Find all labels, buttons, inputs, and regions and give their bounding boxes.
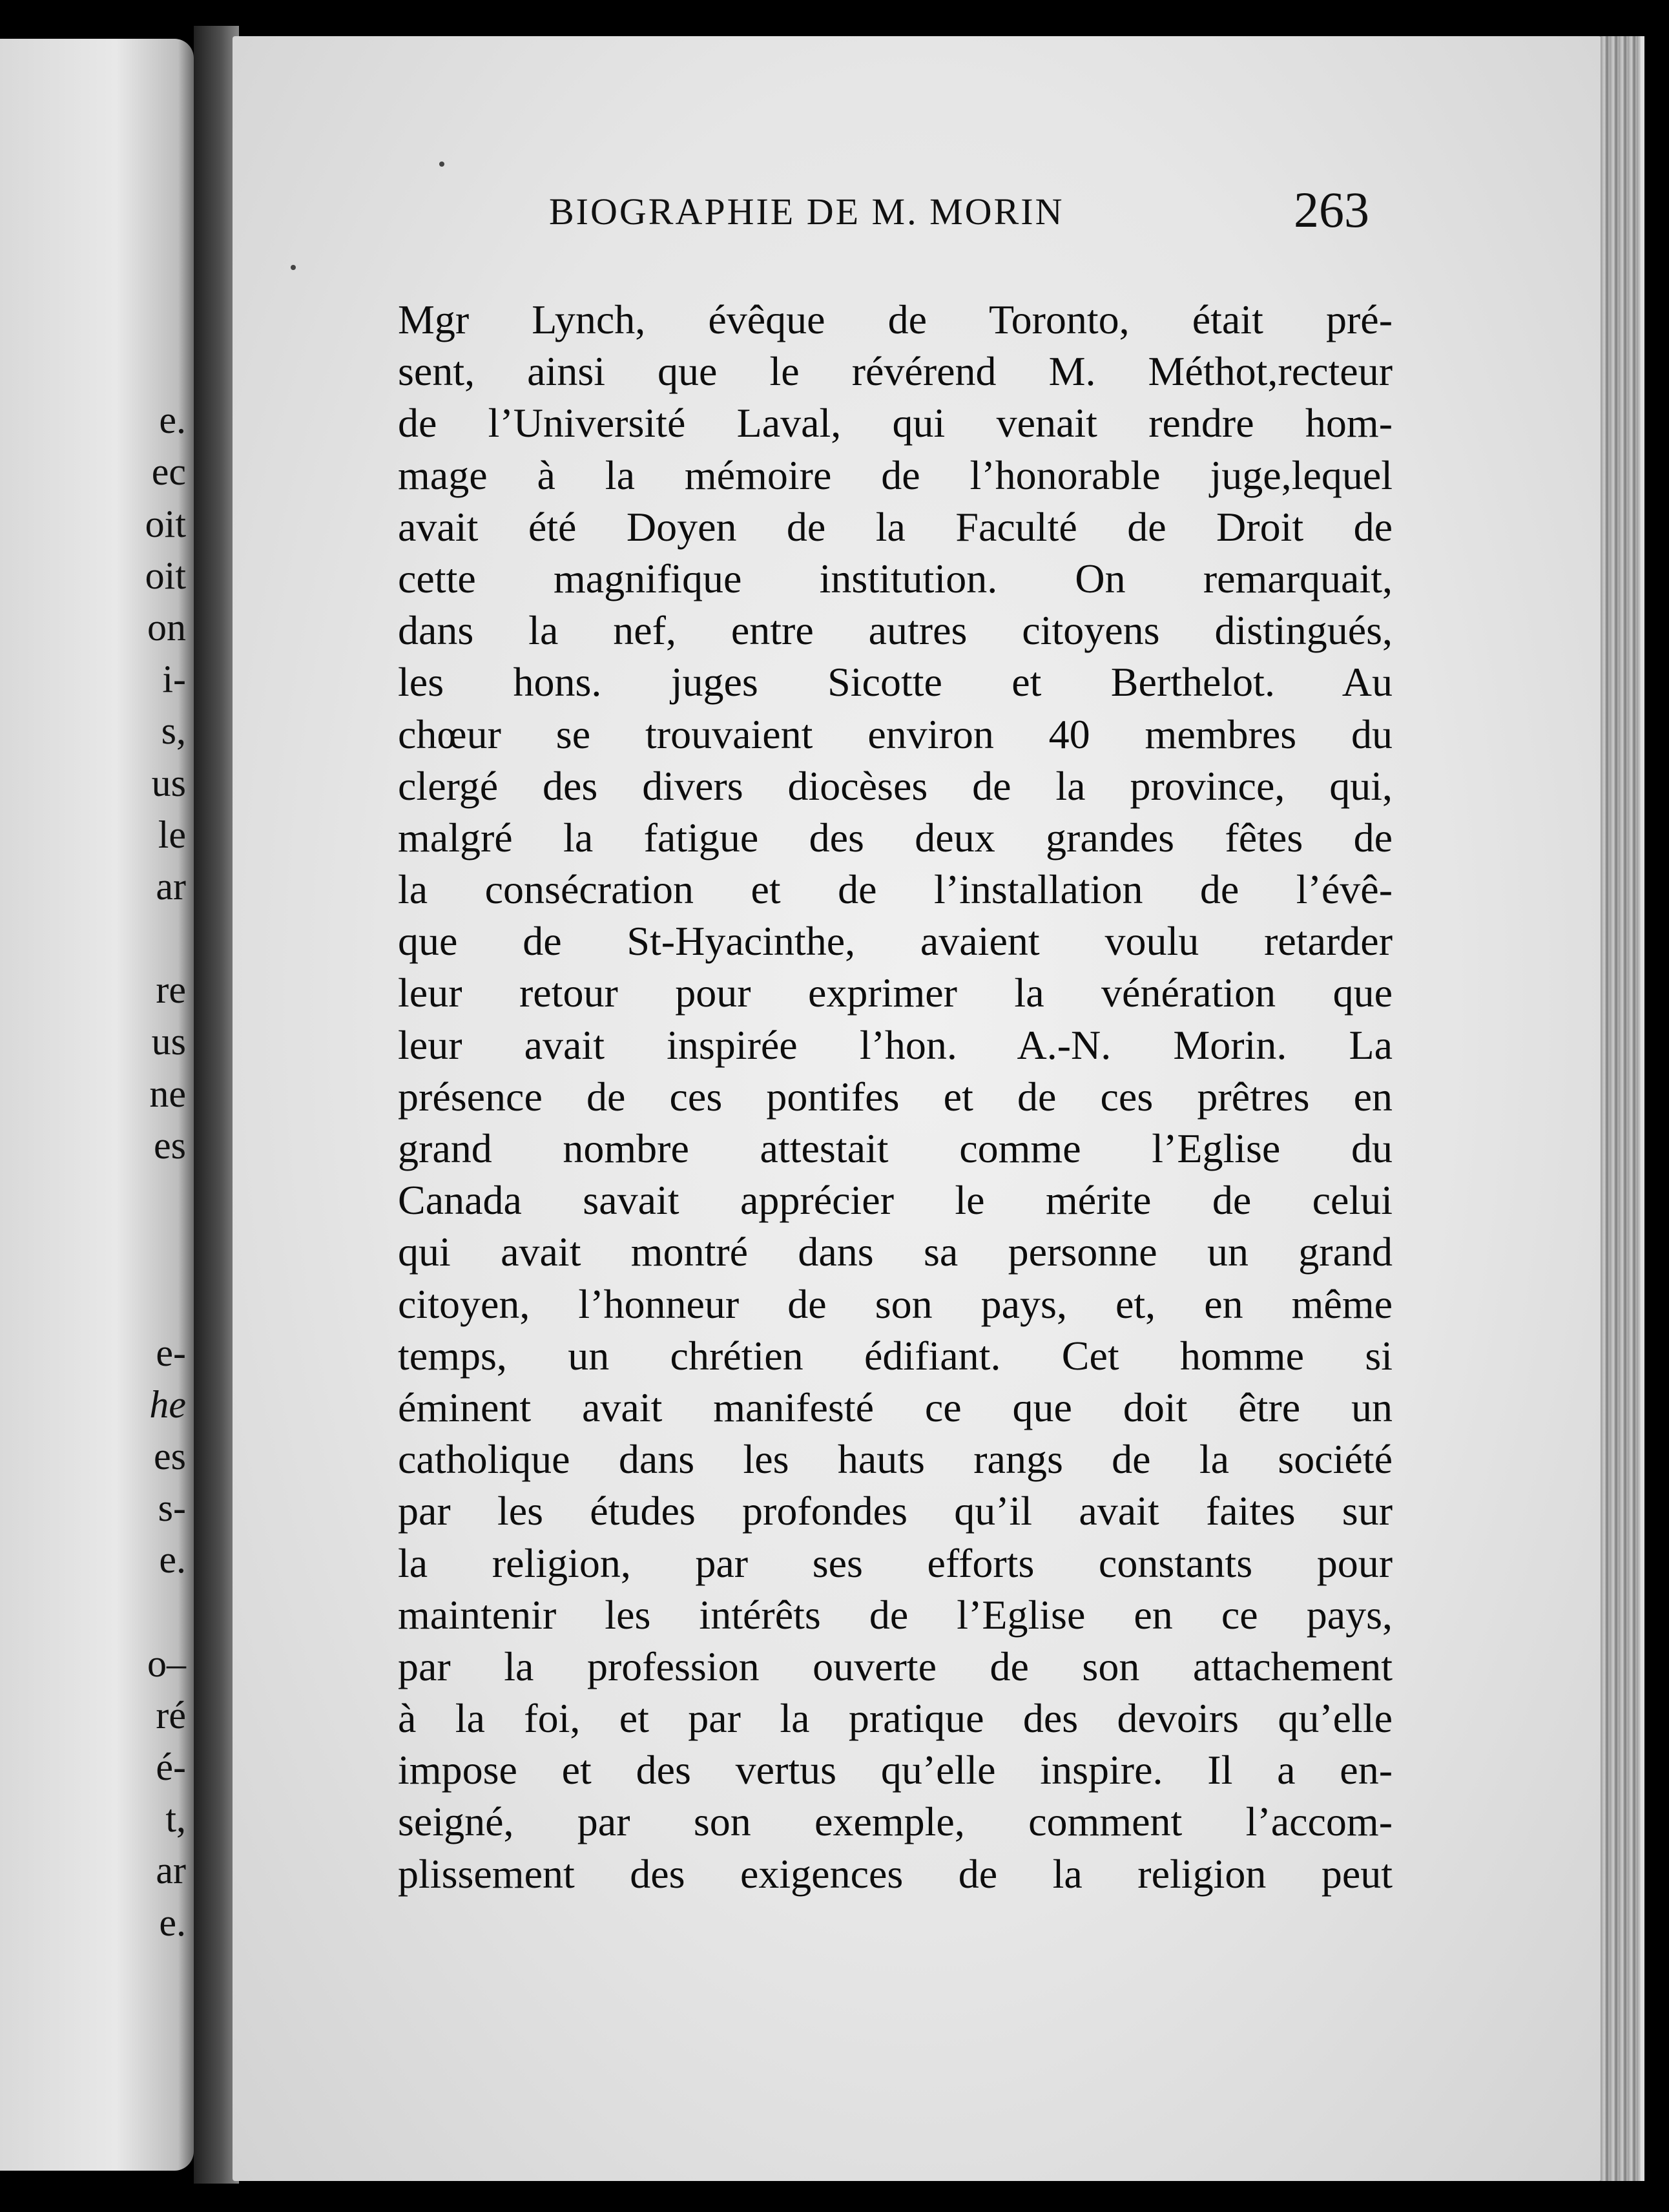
text-line: cette magnifique institution. On remarquait, [398,555,1393,601]
text-line: leur retour pour exprimer la vénération que [398,970,1393,1016]
ink-speck [291,265,296,270]
left-facing-page [0,39,194,2171]
left-fragment: oit [145,502,186,545]
text-line: les hons. juges Sicotte et Berthelot. Au [398,659,1393,705]
left-fragment: o– [147,1642,186,1685]
text-line: que de St-Hyacinthe, avaient voulu retarder [398,918,1393,965]
left-fragment: ne [149,1072,186,1115]
text-line: plissement des exigences de la religion peut [398,1850,1393,1897]
text-line: par les études profondes qu’il avait faites sur [398,1488,1393,1534]
left-fragment: ar [156,1849,186,1892]
text-line: de l’Université Laval, qui venait rendre hom- [398,400,1393,446]
text-line: avait été Doyen de la Faculté de Droit de [398,503,1393,550]
left-fragment: us [151,761,186,804]
left-fragment: s, [161,709,186,753]
text-line: éminent avait manifesté ce que doit être un [398,1384,1393,1430]
left-fragment: ec [151,450,186,494]
left-fragment: e- [156,1331,186,1374]
text-line: malgré la fatigue des deux grandes fêtes de [398,814,1393,861]
left-fragment [145,1275,186,1326]
left-fragment: oit [145,554,186,597]
page-number: 263 [1294,182,1369,238]
text-line: dans la nef, entre autres citoyens distingués, [398,607,1393,654]
text-line: grand nombre attestait comme l’Eglise du [398,1125,1393,1171]
left-fragment: s- [158,1487,186,1530]
text-line: temps, un chrétien édifiant. Cet homme si [398,1332,1393,1379]
text-line: Mgr Lynch, évêque de Toronto, était pré- [398,297,1393,342]
left-fragment: e. [159,399,186,442]
text-line: sent, ainsi que le révérend M. Méthot,recteur [398,348,1393,395]
left-fragment [145,912,186,964]
text-line: la consécration et de l’installation de l’évê- [398,866,1393,913]
body-text [398,294,1393,1900]
left-fragment [145,342,186,394]
left-fragment: le [158,813,186,856]
text-line: par la profession ouverte de son attachement [398,1643,1393,1689]
left-fragment: es [154,1123,186,1167]
left-page-text-fragments [145,342,186,1948]
text-line: impose et des vertus qu’elle inspire. Il a en- [398,1747,1393,1793]
left-fragment [145,1586,186,1638]
left-fragment: i- [162,658,186,701]
left-fragment: t, [165,1797,186,1841]
text-line: à la foi, et par la pratique des devoirs qu’elle [398,1695,1393,1742]
left-fragment: e. [159,1901,186,1944]
text-line: chœur se trouvaient environ 40 membres du [398,711,1393,757]
text-line: leur avait inspirée l’hon. A.-N. Morin. La [398,1021,1393,1068]
left-fragment: ré [156,1693,186,1737]
left-fragment [145,1223,186,1275]
page-block-edge [1601,36,1644,2181]
text-line: maintenir les intérêts de l’Eglise en ce pays, [398,1591,1393,1638]
left-fragment: on [147,605,186,649]
running-head [549,181,1369,239]
left-fragment: es [154,1434,186,1477]
text-line: catholique dans les hauts rangs de la société [398,1436,1393,1483]
left-fragment: us [151,1020,186,1063]
text-line: citoyen, l’honneur de son pays, et, en même [398,1280,1393,1327]
ink-speck [439,162,444,167]
text-line: mage à la mémoire de l’honorable juge,lequel [398,452,1393,498]
text-line: Canada savait apprécier le mérite de celui [398,1177,1393,1224]
text-line: la religion, par ses efforts constants pour [398,1539,1393,1586]
left-fragment: ar [156,864,186,908]
text-line: qui avait montré dans sa personne un grand [398,1229,1393,1275]
text-line: clergé des divers diocèses de la province, qui, [398,762,1393,809]
left-fragment: re [156,968,186,1012]
text-line: seigné, par son exemple, comment l’accom- [398,1799,1393,1845]
running-head-title: BIOGRAPHIE DE M. MORIN [549,191,1064,233]
left-fragment: e. [159,1538,186,1581]
text-line: présence de ces pontifes et de ces prêtres en [398,1073,1393,1120]
left-fragment: é- [156,1746,186,1789]
left-fragment: he [149,1382,186,1426]
left-fragment [145,1171,186,1223]
